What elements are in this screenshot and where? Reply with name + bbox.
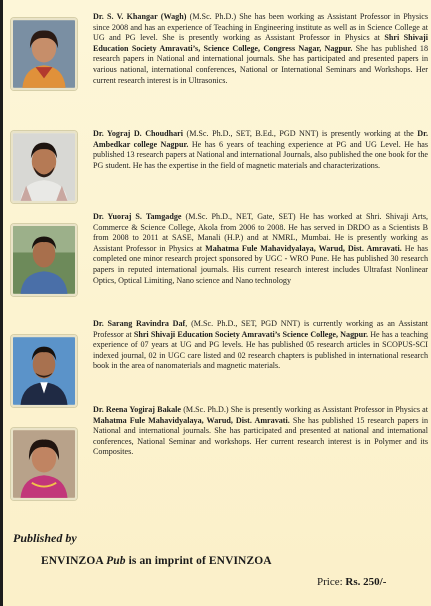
published-by-label: Published by — [13, 531, 77, 545]
author-photo-daf — [11, 335, 77, 407]
author-bio-bakale — [93, 405, 428, 458]
bio-text: He has 6 years of teaching experience at PG and UG Level. He has published 13 research papers at National and international Journals, also published the one book for the PG student. He has the expertise in the field of magnetic materials and characterizations. — [93, 139, 428, 170]
imprint-line — [41, 555, 272, 567]
author-name: Dr. Sarang Ravindra Daf — [93, 319, 186, 328]
portrait-woman-icon — [13, 20, 75, 88]
author-bio-daf — [93, 319, 428, 372]
author-bio-choudhari — [93, 129, 428, 171]
imprint-brand-suffix: Pub — [106, 555, 126, 567]
bio-text: (M.Sc. Ph.D., SET, B.Ed., PGD NNT) is presently working at the — [183, 129, 418, 138]
bio-text: She has published 15 research papers in National and international journals. She has participated and presented at national and international conferences, National Seminar and workshops. Her current research interest is in Polymer and its Composites. — [93, 415, 428, 457]
price-label: Price: — [317, 576, 346, 588]
bio-text: He has completed one minor research project sponsored by UGC - WRO Pune. He has published 30 research papers in reputed international journals. His current research interest includes Ultrafast Nonlinear Optics, Optical Limiting, Nano science and Nano technology — [93, 243, 428, 285]
bio-text: She has published 18 research papers in National and international journals. She has participated and presented papers in various national, international conferences, National or International Seminars and Workshops. Her current research interest is in Ultrasonics. — [93, 43, 428, 85]
author-bio-khangar — [93, 12, 428, 86]
author-bio-tamgadge — [93, 212, 428, 286]
bio-institution: Shri Shivaji Education Society Amravati’s, Science College, Congress Nagar, Nagpur. — [93, 33, 428, 53]
bio-institution: Dr. Ambedkar college Nagpur. — [93, 129, 428, 149]
bio-text: He has a teaching experience of 07 years at UG and PG levels. He has published 05 research articles in SCOPUS-SCI indexed journal, 02 in UGC care listed and 02 research chapters is published in international research book in the area of nanomaterials and magnetic materials. — [93, 329, 429, 371]
bio-text: , (M.Sc. Ph.D., SET, PGD NNT) is currently working as an Assistant Professor at — [93, 319, 428, 339]
bio-institution: Shri Shivaji Education Society Amravati’s Science College, Nagpur. — [133, 329, 368, 339]
bio-text: (M.Sc. Ph.D.) She is presently working as Assistant Professor in Physics at — [181, 405, 428, 414]
bio-institution: Mahatma Fule Mahavidyalaya, Warud, Dist. Amravati. — [93, 415, 290, 425]
price — [317, 576, 386, 588]
imprint-brand: ENVINZOA — [41, 555, 104, 567]
author-photo-tamgadge — [11, 224, 77, 296]
bio-text: (M.Sc. Ph.D.) She has been working as Assistant Professor in Physics since 2008 and has an experience of Teaching in Engineering institute as well as in Science College at UG and PG level. She is presently working as Assistant Professor in Physics at — [93, 12, 428, 43]
portrait-man-icon — [13, 133, 75, 201]
author-photo-bakale — [11, 428, 77, 500]
author-name: Dr. Yuoraj S. Tamgadge — [93, 212, 182, 221]
author-photo-choudhari — [11, 131, 77, 203]
imprint-parent: ENVINZOA — [208, 555, 272, 567]
portrait-man-icon — [13, 226, 75, 294]
portrait-woman-icon — [13, 430, 75, 498]
author-name: Dr. Reena Yogiraj Bakale — [93, 405, 182, 414]
imprint-middle-text: is an imprint of — [125, 555, 209, 567]
bio-institution: Mahatma Fule Mahavidyalaya, Warud, Dist. Amravati. — [205, 243, 402, 253]
bio-text: (M.Sc. Ph.D., NET, Gate, SET) He has worked at Shri. Shivaji Arts, Commerce & Science College, Akola from 2006 to 2008. He has served in DRDO as a Scientists B from 2008 to 2011 at SASE, Manali (H.P.) and at NMRL, Mumbai. He is presently working as Assistant Professor in Physics at — [93, 212, 428, 253]
author-photo-khangar — [11, 18, 77, 90]
author-name: Dr. Yograj D. Choudhari — [93, 129, 183, 138]
price-value: Rs. 250/- — [345, 576, 387, 588]
portrait-man-icon — [13, 337, 75, 405]
author-name: Dr. S. V. Khangar (Wagh) — [93, 12, 187, 21]
